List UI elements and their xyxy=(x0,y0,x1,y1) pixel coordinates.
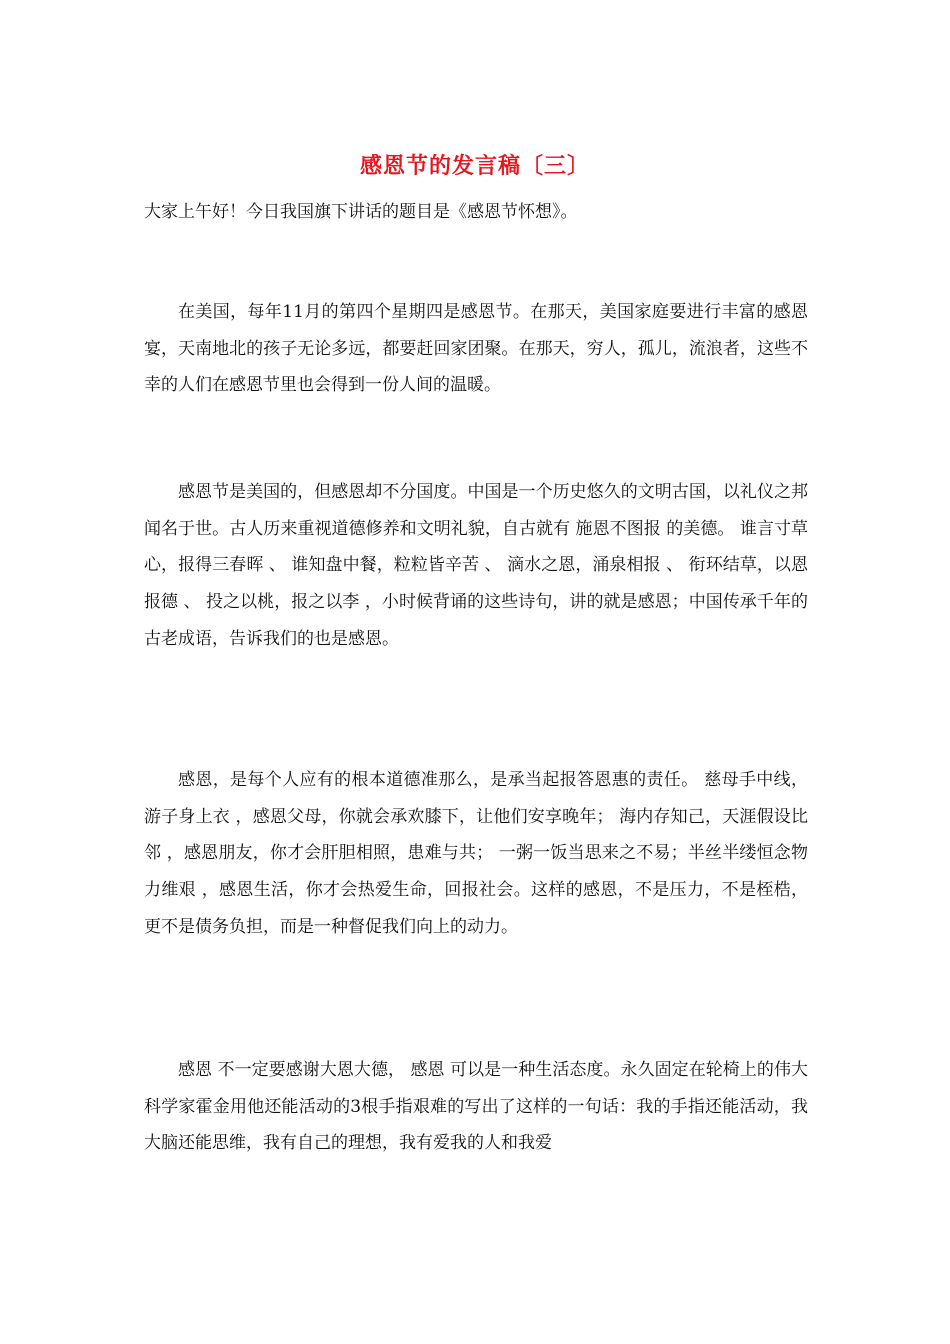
paragraph-thanksgiving-usa: 在美国，每年11月的第四个星期四是感恩节。在那天，美国家庭要进行丰富的感恩宴，天南地北的孩子无论多远，都要赶回家团聚。在那天，穷人，孤儿，流浪者，这些不幸的人们在感恩节里也会得到一份人间的温暖。 xyxy=(144,302,808,396)
paragraph-gratitude-attitude: 感恩 不一定要感谢大恩大德， 感恩 可以是一种生活态度。永久固定在轮椅上的伟大科学家霍金用他还能活动的3根手指艰难的写出了这样的一句话：我的手指还能活动，我大脑还能思维，我有自己的理想，我有爱我的人和我爱 xyxy=(144,1060,808,1154)
paragraph-gratitude-duty: 感恩，是每个人应有的根本道德准那么，是承当起报答恩惠的责任。 慈母手中线，游子身上衣 ，感恩父母，你就会承欢膝下，让他们安享晚年； 海内存知己，天涯假设比邻 ，感恩朋友，你才会肝胆相照，患难与共； 一粥一饭当思来之不易；半丝半缕恒念物力维艰 ，感恩生活，你才会热爱生命，回报社会。这样的感恩，不是压力，不是桎梏，更不是债务负担，而是一种督促我们向上的动力。 xyxy=(144,770,808,937)
paragraph-gratitude-china: 感恩节是美国的，但感恩却不分国度。中国是一个历史悠久的文明古国，以礼仪之邦 闻名于世。古人历来重视道德修养和文明礼貌，自古就有 施恩不图报 的美德。 谁言寸草心，报得三春晖 、 谁知盘中餐，粒粒皆辛苦 、 滴水之恩，涌泉相报 、 衔环结草，以恩报德 、 投之以桃，报之以李 ，小时候背诵的这些诗句，讲的就是感恩；中国传承千年的古老成语，告诉我们的也是感恩。 xyxy=(144,482,808,649)
document-title: 感恩节的发言稿〔三〕 xyxy=(359,153,590,179)
greeting-line: 大家上午好！今日我国旗下讲话的题目是《感恩节怀想》。 xyxy=(144,202,578,222)
